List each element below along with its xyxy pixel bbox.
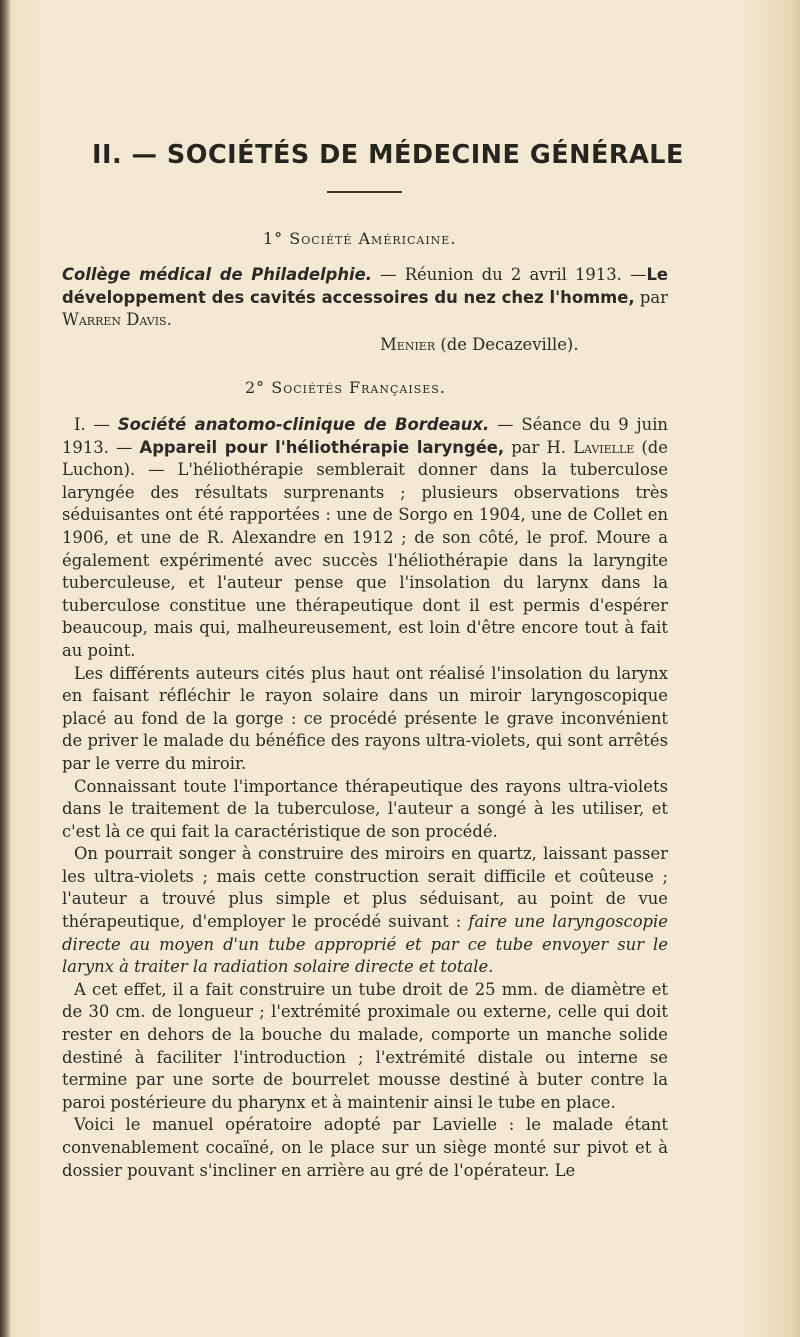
- section-heading-2: [245, 378, 446, 397]
- entry-2: [62, 414, 668, 1182]
- entry-2-paragraph-5: A cet effet, il a fait construire un tube droit de 25 mm. de diamètre et de 30 cm. de longueur ; l'extrémité proximale ou externe, celle qui doit rester en dehors de la bouche du malade, comporte un manche solide destiné à faciliter l'introduction ; l'extrémité distale ou interne se termine par une sorte de bourrelet mousse destiné à buter contre la paroi postérieure du pharynx et à maintenir ainsi le tube en place.: [62, 979, 668, 1112]
- entry-1: [62, 264, 668, 332]
- signature-name: Menier: [380, 335, 436, 354]
- entry-2-para4-text: On pourrait songer à construire des miroirs en quartz, laissant passer les ultra-violets ; mais cette construction serait difficile et coûteuse ; l'auteur a trouvé plus simple et plus séduisant, au point de vue thérapeutique, d'employer le procédé suivant :: [62, 844, 668, 932]
- section-1-name: Société Américaine.: [289, 229, 457, 248]
- signature-place: (de Decazeville).: [435, 335, 579, 354]
- entry-2-paragraph-6: Voici le manuel opératoire adopté par Lavielle : le malade étant convenablement cocaïné, on le place sur un siège monté sur pivot et à dossier pouvant s'incliner en arrière au gré de l'opérateur. Le: [62, 1115, 668, 1180]
- entry-2-by: par H.: [504, 437, 574, 457]
- entry-2-paragraph-1: [62, 414, 668, 663]
- entry-2-paragraph-3: Connaissant toute l'importance thérapeutique des rayons ultra-violets dans le traitement de la tuberculose, l'auteur a songé à les utiliser, et c'est là ce qui fait la caractéristique de son procédé.: [62, 776, 668, 841]
- section-1-number: 1°: [263, 229, 284, 248]
- entry-1-dash: —: [630, 265, 647, 284]
- entry-1-meeting: — Réunion du 2 avril 1913.: [372, 265, 622, 284]
- entry-1-paragraph: [62, 264, 668, 332]
- entry-2-prefix: I. —: [74, 415, 118, 434]
- entry-2-paper-title: Appareil pour l'héliothérapie laryngée,: [139, 437, 505, 457]
- entry-1-by: par: [639, 287, 668, 307]
- entry-2-para4-italic: faire une laryngoscopie directe au moyen d'un tube approprié et par ce tube envoyer sur le larynx à traiter la radiation solaire directe et totale.: [62, 912, 668, 977]
- section-heading-1: [263, 229, 456, 248]
- entry-2-body: (de Luchon). — L'héliothérapie semblerait donner dans la tuberculose laryngée des résultats surprenants ; plusieurs observations très séduisantes ont été rapportées : une de Sorgo en 1904, une de Collet en 1906, et une de R. Alexandre en 1912 ; de son côté, le prof. Moure a également expérimenté avec succès l'héliothérapie dans la laryngite tuberculeuse, et l'auteur pense que l'insolation du larynx dans la tuberculose constitue une thérapeutique dont il est permis d'espérer beaucoup, mais qui, malheureusement, est loin d'être encore tout à fait au point.: [62, 437, 668, 660]
- entry-2-paragraph-4: [62, 843, 668, 979]
- entry-1-author: Warren Davis.: [62, 310, 172, 330]
- entry-1-paper-title: Le développement des cavités accessoires du nez chez l'homme,: [62, 265, 668, 307]
- book-spine-edge: [0, 0, 10, 1337]
- entry-2-paragraph-2: Les différents auteurs cités plus haut ont réalisé l'insolation du larynx en faisant réfléchir le rayon solaire dans un miroir laryngoscopique placé au fond de la gorge : ce procédé présente le grave inconvénient de priver le malade du bénéfice des rayons ultra-violets, qui sont arrêtés par le verre du miroir.: [62, 663, 668, 773]
- section-2-number: 2°: [245, 378, 266, 397]
- entry-2-meeting: — Séance du 9 juin 1913. —: [62, 415, 668, 457]
- entry-2-author: Lavielle: [573, 437, 635, 457]
- title-divider: [327, 191, 402, 193]
- entry-2-venue: Société anatomo-clinique de Bordeaux.: [117, 415, 490, 434]
- page-title: II. — SOCIÉTÉS DE MÉDECINE GÉNÉRALE: [92, 140, 684, 170]
- entry-1-signature: [380, 335, 579, 354]
- section-2-name: Sociétés Françaises.: [271, 378, 446, 397]
- entry-1-venue: Collège médical de Philadelphie.: [62, 265, 373, 284]
